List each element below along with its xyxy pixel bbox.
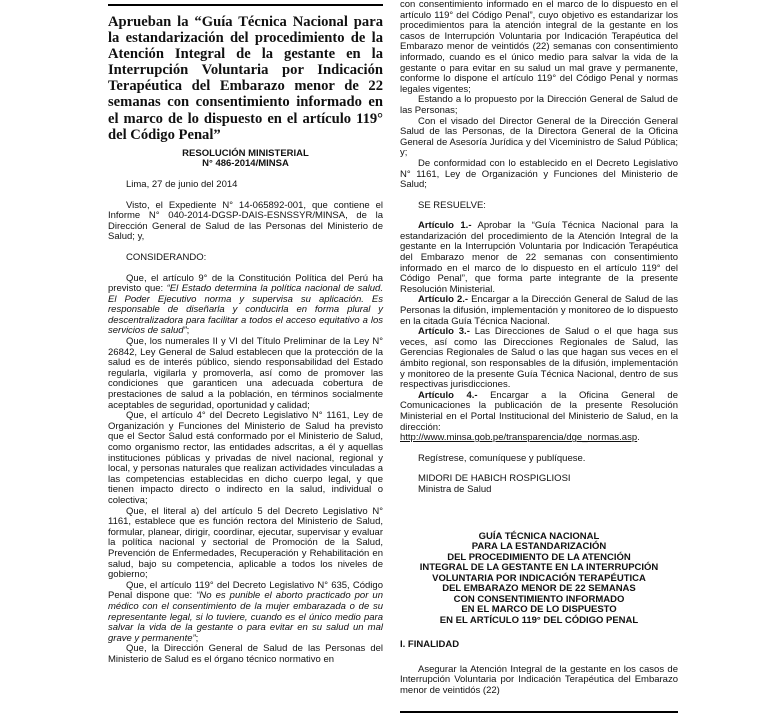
article-1-label: Artículo 1.- bbox=[418, 220, 472, 232]
signatory-title: Ministra de Salud bbox=[418, 483, 492, 495]
continued-paragraph: con consentimiento informado en el marco de lo dispuesto en el artículo 119° del Código Penal”, cuyo objetivo es estandarizar los procedimientos para la atención integral de la gestante en los casos de Interrupción Voluntaria por Indicación Terapéutica del Embarazo menor de veintidós (22) semanas con consentimiento informado, cuando es el único medio para salvar la vida de la gestante o para evitar en su salud un mal grave y permanente, conforme lo dispone el artículo 119° del Código Penal y normas legales vigentes; bbox=[400, 0, 678, 95]
guide-title-line: VOLUNTARIA POR INDICACIÓN TERAPÉUTICA bbox=[432, 572, 646, 584]
considerando-paragraph-4: Que, el literal a) del artículo 5 del Decreto Legislativo N° 1161, establece que es función rectora del Ministerio de Salud, formular, planear, dirigir, coordinar, ejecutar, supervisar y evaluar la política nacional y sectorial de Promoción de la Salud, Prevención de Enfermedades, Recuperación y Rehabilitación en salud, bajo su competencia, aplicable a todos los niveles de gobierno; bbox=[108, 505, 383, 581]
finalidad-paragraph: Asegurar la Atención Integral de la gestante en los casos de Interrupción Voluntaria por Indicación Terapéutica del Embarazo menor de veintidós (22) bbox=[400, 663, 678, 696]
estando-paragraph: Estando a lo propuesto por la Dirección General de Salud de las Personas; bbox=[400, 94, 678, 116]
guide-title-line: EN EL ARTÍCULO 119° DEL CÓDIGO PENAL bbox=[439, 614, 639, 626]
guide-title-line: GUÍA TÉCNICA NACIONAL bbox=[478, 530, 600, 542]
guide-title-line: EN EL MARCO DE LO DISPUESTO bbox=[461, 604, 617, 616]
paragraph-text: Que, el artículo 9° de la Constitución Política del Perú ha previsto que: bbox=[108, 272, 383, 295]
considerando-paragraph-6: Que, la Dirección General de Salud de las Personas del Ministerio de Salud es el órgano técnico normativo en bbox=[108, 643, 383, 665]
considerando-paragraph-2: Que, los numerales II y VI del Título Preliminar de la Ley N° 26842, Ley General de Salud establecen que la protección de la salud es de interés público, siendo responsabilidad del Estado regularla, vigilarla y promoverla, así como de promover las condiciones que garanticen una adecuada cobertura de prestaciones de salud a la población, en términos socialmente aceptables de seguridad, oportunidad y calidad; bbox=[108, 336, 383, 411]
article-1-text: Aprobar la “Guía Técnica Nacional para la estandarización del procedimiento de la Atención Integral de la gestante en la Interrupción Voluntaria por Indicación Terapéutica del Embarazo menor de 22 semanas con consentimiento informado en el marco de lo dispuesto en el artículo 119° del Código Penal”, que forma parte integrante de la presente Resolución Ministerial. bbox=[400, 220, 678, 295]
minsa-transparency-link[interactable]: http://www.minsa.gob.pe/transparencia/dge_normas.asp bbox=[400, 432, 638, 444]
resolution-heading: Aprueban la “Guía Técnica Nacional para la estandarización del procedimiento de la Atención Integral de la gestante en la Interrupción Voluntaria por Indicación Terapéutica del Embarazo menor de 22 semanas con consentimiento informado en el marco de lo dispuesto en el artículo 119° del Código Penal” bbox=[108, 14, 383, 143]
considerando-label: CONSIDERANDO: bbox=[126, 251, 207, 263]
closing-line: Regístrese, comuníquese y publíquese. bbox=[418, 452, 586, 464]
paragraph-text: ; bbox=[195, 632, 199, 644]
left-column bbox=[108, 14, 383, 665]
article-1 bbox=[400, 221, 678, 295]
visto-paragraph: Visto, el Expediente N° 14-065892-001, que contiene el Informe N° 040-2014-DGSP-DAIS-ESNSSYR/MINSA, de la Dirección General de Salud de las Personas del Ministerio de Salud; y, bbox=[108, 199, 383, 243]
penal-code-quote: “No es punible el aborto practicado por un médico con el consentimiento de la mujer embarazada o de su representante legal, si lo tuviere, cuando es el único medio para salvar la vida de la gestante o para evitar en su salud un mal grave y permanente” bbox=[108, 590, 383, 644]
article-2-label: Artículo 2.- bbox=[418, 294, 469, 306]
guide-title-line: PARA LA ESTANDARIZACIÓN bbox=[471, 541, 607, 553]
article-2-text: Encargar a la Dirección General de Salud de las Personas la difusión, implementación y monitoreo de lo dispuesto en la citada Guía Técnica Nacional. bbox=[400, 294, 678, 327]
section-heading-finalidad: I. FINALIDAD bbox=[400, 639, 460, 651]
considerando-paragraph-5 bbox=[108, 581, 383, 645]
considerando-paragraph-1 bbox=[108, 274, 383, 338]
conformidad-paragraph: De conformidad con lo establecido en el Decreto Legislativo N° 1161, Ley de Organización y Funciones del Ministerio de Salud; bbox=[400, 157, 678, 191]
top-rule bbox=[108, 4, 383, 6]
constitution-quote: “El Estado determina la política nacional de salud. El Poder Ejecutivo norma y supervisa su aplicación. Es responsable de diseñarla y conducirla en forma plural y descentralizadora para facilitar a todos el acceso equitativo a los servicios de salud” bbox=[108, 283, 383, 337]
article-4-text: Encargar a la Oficina General de Comunicaciones la publicación de la presente Resolución Ministerial en el Portal Institucional del Ministerio de Salud, en la dirección: bbox=[400, 389, 678, 433]
right-column bbox=[400, 0, 678, 696]
article-4-end: . bbox=[637, 432, 640, 444]
article-3-label: Artículo 3.- bbox=[418, 326, 470, 338]
article-4-label: Artículo 4.- bbox=[418, 389, 478, 401]
resolution-number: N° 486-2014/MINSA bbox=[202, 158, 289, 170]
guide-title bbox=[400, 532, 678, 627]
guide-title-line: CON CONSENTIMIENTO INFORMADO bbox=[453, 593, 625, 605]
guide-title-line: DEL PROCEDIMIENTO DE LA ATENCIÓN bbox=[447, 551, 631, 563]
bottom-rule bbox=[400, 711, 678, 713]
considerando-paragraph-3: Que, el artículo 4° del Decreto Legislativo N° 1161, Ley de Organización y Funciones del Ministerio de Salud ha previsto que el Sector Salud está conformado por el Ministerio de Salud, como organismo rector, las entidades adscritas, a él y aquellas instituciones públicas y privadas de nivel nacional, regional y local, y personas naturales que realizan actividades vinculadas a las competencias establecidas en dicho cuerpo legal, y que tienen impacto directo o indirecto en la salud, individual o colectiva; bbox=[108, 410, 383, 506]
date-line: Lima, 27 de junio del 2014 bbox=[126, 178, 238, 190]
article-2 bbox=[400, 295, 678, 327]
guide-title-line: INTEGRAL DE LA GESTANTE EN LA INTERRUPCIÓN bbox=[419, 562, 659, 574]
article-3-text: Las Direcciones de Salud o el que haga sus veces, así como las Direcciones Regionales de Salud, las Gerencias Regionales de Salud o las que hagan sus veces en el ámbito regional, son responsables de la difusión, implementación y monitoreo de la presente Guía Técnica Nacional, dentro de sus respectivas jurisdicciones. bbox=[400, 326, 678, 391]
paragraph-text: Que, el artículo 119° del Decreto Legislativo N° 635, Código Penal dispone que: bbox=[108, 579, 383, 602]
article-3 bbox=[400, 327, 678, 391]
guide-title-line: DEL EMBARAZO MENOR DE 22 SEMANAS bbox=[442, 583, 636, 595]
visado-paragraph: Con el visado del Director General de la Dirección General Salud de las Personas, de la Directora General de la Oficina General de Asesoría Jurídica y del Viceministro de Salud Pública; y; bbox=[400, 115, 678, 159]
paragraph-text: ; bbox=[186, 325, 190, 337]
signatory-name: MIDORI DE HABICH ROSPIGLIOSI bbox=[418, 473, 571, 485]
resolution-title: RESOLUCIÓN MINISTERIAL bbox=[182, 147, 309, 159]
se-resuelve-label: SE RESUELVE: bbox=[418, 199, 486, 211]
article-4 bbox=[400, 391, 678, 444]
